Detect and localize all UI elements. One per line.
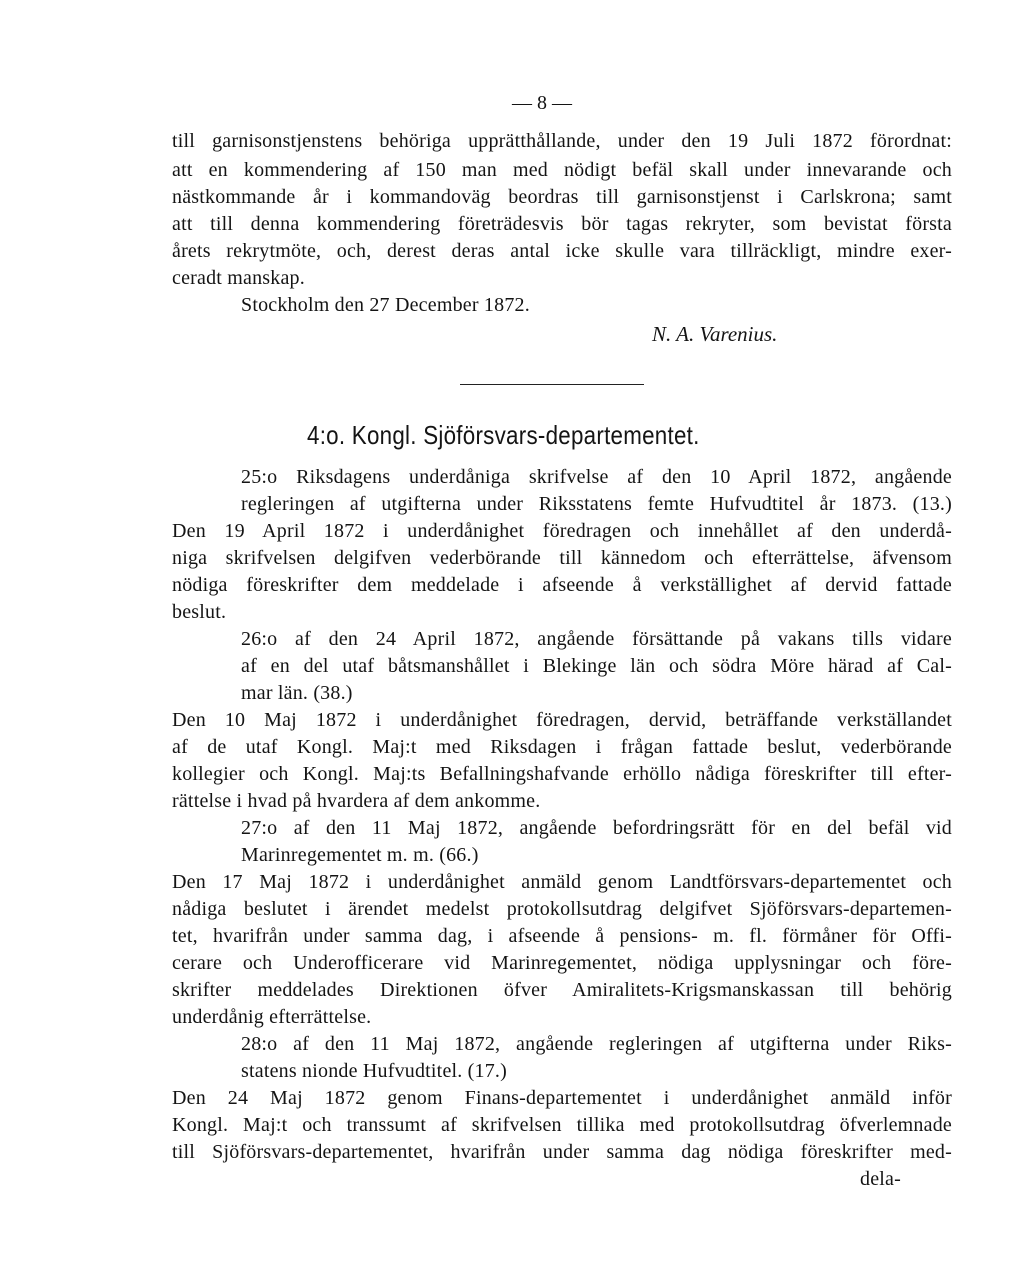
intro-line: nästkommande år i kommandoväg beordras till garnisonstjenst i Carlskrona; samt [172,186,952,208]
body-line: nödiga föreskrifter dem meddelade i afseende å verkställighet af dervid fattade [172,574,952,596]
place-date-line: Stockholm den 27 December 1872. [241,294,530,316]
body-line: cerare och Underofficerare vid Marinregementet, nödiga upplysningar och före- [172,952,952,974]
body-line: Den 10 Maj 1872 i underdånighet föredragen, dervid, beträffande verkställandet [172,709,952,731]
catchword: dela- [860,1168,901,1190]
page-number: — 8 — [512,92,572,114]
body-line: beslut. [172,601,227,623]
body-line: regleringen af utgifterna under Riksstatens femte Hufvudtitel år 1873. (13.) [241,493,952,515]
body-line: Den 17 Maj 1872 i underdånighet anmäld genom Landtförsvars-departementet och [172,871,952,893]
intro-line: till garnisonstjenstens behöriga upprätthållande, under den 19 Juli 1872 förordnat: [172,130,952,152]
body-line: Den 24 Maj 1872 genom Finans-departementet i underdånighet anmäld inför [172,1087,952,1109]
section-heading: 4:o. Kongl. Sjöförsvars-departementet. [307,420,700,450]
body-line: statens nionde Hufvudtitel. (17.) [241,1060,507,1082]
body-line: Den 19 April 1872 i underdånighet föredragen och innehållet af den underdå- [172,520,952,542]
body-line: nådiga beslutet i ärendet medelst protokollsutdrag delgifvet Sjöförsvars-departemen- [172,898,952,920]
body-line: 26:o af den 24 April 1872, angående försättande på vakans tills vidare [241,628,952,650]
body-line: af en del utaf båtsmanshållet i Blekinge län och södra Möre härad af Cal- [241,655,952,677]
body-line: Marinregementet m. m. (66.) [241,844,479,866]
signature: N. A. Varenius. [652,322,778,346]
body-line: kollegier och Kongl. Maj:ts Befallningshafvande erhöllo nådiga föreskrifter till efter- [172,763,952,785]
intro-line: att till denna kommendering företrädesvis bör tagas rekryter, som bevistat första [172,213,952,235]
body-line: underdånig efterrättelse. [172,1006,372,1028]
body-line: Kongl. Maj:t och transsumt af skrifvelsen tillika med protokollsutdrag öfverlemnade [172,1114,952,1136]
body-line: skrifter meddelades Direktionen öfver Amiralitets-Krigsmanskassan till behörig [172,979,952,1001]
section-divider [460,384,644,385]
intro-line: årets rekrytmöte, och, derest deras antal icke skulle vara tillräckligt, mindre exer- [172,240,952,262]
body-line: mar län. (38.) [241,682,353,704]
intro-line: ceradt manskap. [172,267,305,289]
body-line: 28:o af den 11 Maj 1872, angående regleringen af utgifterna under Riks- [241,1033,952,1055]
body-line: till Sjöförsvars-departementet, hvarifrån under samma dag nödiga föreskrifter med- [172,1141,952,1163]
intro-line: att en kommendering af 150 man med nödigt befäl skall under innevarande och [172,159,952,181]
body-line: tet, hvarifrån under samma dag, i afseende å pensions- m. fl. förmåner för Offi- [172,925,952,947]
body-line: niga skrifvelsen delgifven vederbörande till kännedom och efterrättelse, äfvensom [172,547,952,569]
body-line: rättelse i hvad på hvardera af dem ankomme. [172,790,541,812]
body-line: 27:o af den 11 Maj 1872, angående befordringsrätt för en del befäl vid [241,817,952,839]
body-line: af de utaf Kongl. Maj:t med Riksdagen i frågan fattade beslut, vederbörande [172,736,952,758]
body-line: 25:o Riksdagens underdåniga skrifvelse af den 10 April 1872, angående [241,466,952,488]
